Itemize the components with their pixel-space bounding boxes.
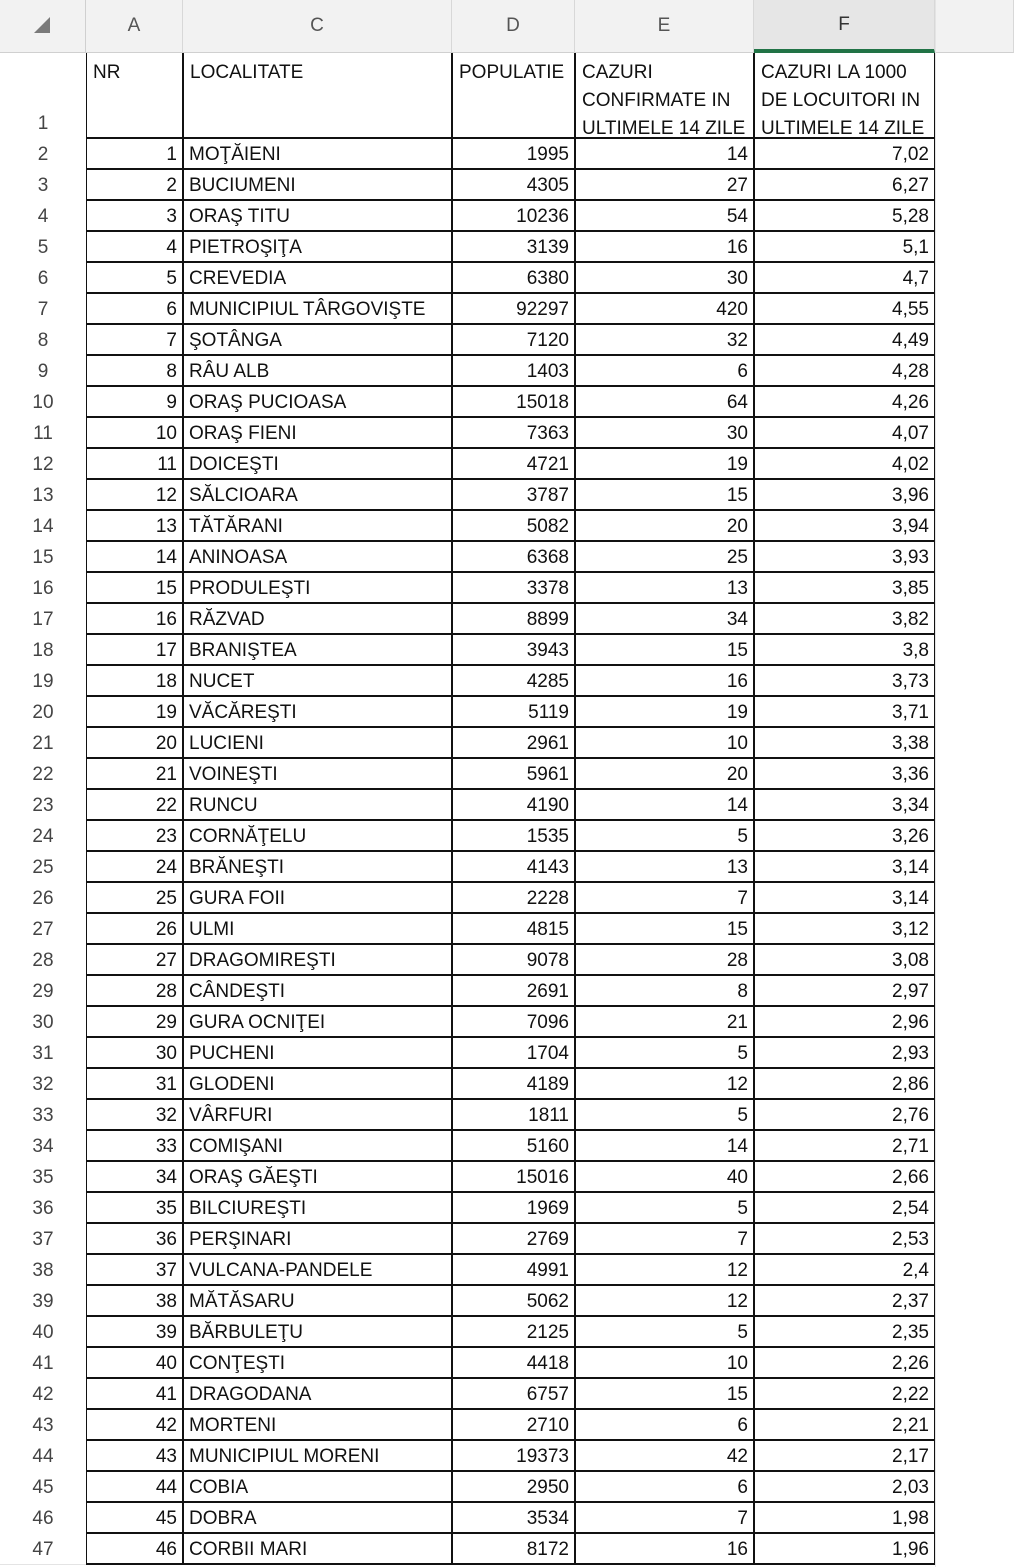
cell-cazuri[interactable]: 14 [726, 144, 748, 165]
cell-rata[interactable]: 2,66 [892, 1167, 929, 1188]
cell-populatie[interactable]: 6757 [526, 1384, 569, 1405]
row-header[interactable]: 27 [0, 913, 86, 944]
cell-rata[interactable]: 2,21 [892, 1415, 929, 1436]
cell-localitate[interactable]: ORAŞ PUCIOASA [189, 392, 347, 413]
row-header[interactable]: 28 [0, 944, 86, 975]
row-header[interactable]: 31 [0, 1037, 86, 1068]
cell-nr[interactable]: 18 [155, 671, 177, 692]
row-header[interactable]: 35 [0, 1161, 86, 1192]
cell-populatie[interactable]: 2710 [526, 1415, 569, 1436]
row-header[interactable]: 26 [0, 882, 86, 913]
cell-localitate[interactable]: GURA OCNIŢEI [189, 1012, 326, 1033]
cell-nr[interactable]: 33 [155, 1136, 177, 1157]
cell-nr[interactable]: 2 [166, 175, 177, 196]
row-header[interactable]: 38 [0, 1254, 86, 1285]
cell-nr[interactable]: 7 [166, 330, 177, 351]
cell-localitate[interactable]: ORAŞ GĂEŞTI [189, 1167, 318, 1188]
cell-populatie[interactable]: 2961 [526, 733, 569, 754]
cell-nr[interactable]: 25 [155, 888, 177, 909]
cell-nr[interactable]: 1 [166, 144, 177, 165]
cell-cazuri[interactable]: 34 [726, 609, 748, 630]
cell-cazuri[interactable]: 6 [737, 361, 748, 382]
cell-nr[interactable]: 3 [166, 206, 177, 227]
cell-cazuri[interactable]: 25 [726, 547, 748, 568]
cell-localitate[interactable]: COBIA [189, 1477, 249, 1498]
cell-localitate[interactable]: PERŞINARI [189, 1229, 292, 1250]
cell-cazuri[interactable]: 28 [726, 950, 748, 971]
cell-localitate[interactable]: ORAŞ TITU [189, 206, 290, 227]
cell-localitate[interactable]: RĂZVAD [189, 609, 265, 630]
cell-nr[interactable]: 16 [155, 609, 177, 630]
cell-localitate[interactable]: VÂRFURI [189, 1105, 273, 1126]
cell-rata[interactable]: 4,28 [892, 361, 929, 382]
cell-cazuri[interactable]: 27 [726, 175, 748, 196]
cell-rata[interactable]: 4,26 [892, 392, 929, 413]
cell-cazuri[interactable]: 64 [726, 392, 748, 413]
cell-populatie[interactable]: 5082 [526, 516, 569, 537]
cell-populatie[interactable]: 2228 [526, 888, 569, 909]
row-header-divider [0, 1564, 86, 1565]
cell-rata[interactable]: 3,14 [892, 888, 929, 909]
cell-localitate[interactable]: PUCHENI [189, 1043, 275, 1064]
cell-rata[interactable]: 1,98 [892, 1508, 929, 1529]
cell-rata[interactable]: 2,76 [892, 1105, 929, 1126]
cell-localitate[interactable]: PRODULEŞTI [189, 578, 311, 599]
cell-populatie[interactable]: 1535 [526, 826, 569, 847]
cell-nr[interactable]: 13 [155, 516, 177, 537]
cell-cazuri[interactable]: 12 [726, 1291, 748, 1312]
cell-localitate[interactable]: ANINOASA [189, 547, 288, 568]
cell-rata[interactable]: 4,55 [892, 299, 929, 320]
row-header[interactable]: 18 [0, 634, 86, 665]
cell-nr[interactable]: 19 [155, 702, 177, 723]
cell-nr[interactable]: 22 [155, 795, 177, 816]
cell-populatie[interactable]: 3534 [526, 1508, 569, 1529]
cell-populatie[interactable]: 5062 [526, 1291, 569, 1312]
cell-cazuri[interactable]: 12 [726, 1074, 748, 1095]
row-header[interactable]: 41 [0, 1347, 86, 1378]
cell-localitate[interactable]: COMIŞANI [189, 1136, 283, 1157]
cell-nr[interactable]: 11 [157, 454, 177, 475]
cell-localitate[interactable]: ORAŞ FIENI [189, 423, 297, 444]
cell-localitate[interactable]: MORTENI [189, 1415, 277, 1436]
cell-nr[interactable]: 41 [155, 1384, 177, 1405]
row-header[interactable]: 30 [0, 1006, 86, 1037]
header-cell-cazuri[interactable]: CAZURI CONFIRMATE IN ULTIMELE 14 ZILE [582, 62, 746, 138]
cell-localitate[interactable]: MĂTĂSARU [189, 1291, 295, 1312]
cell-populatie[interactable]: 7363 [526, 423, 569, 444]
cell-rata[interactable]: 3,12 [892, 919, 929, 940]
cell-nr[interactable]: 14 [155, 547, 177, 568]
cell-localitate[interactable]: GURA FOII [189, 888, 286, 909]
cell-rata[interactable]: 3,08 [892, 950, 929, 971]
cell-localitate[interactable]: BRĂNEŞTI [189, 857, 285, 878]
cell-nr[interactable]: 26 [155, 919, 177, 940]
cell-nr[interactable]: 24 [155, 857, 177, 878]
cell-nr[interactable]: 9 [166, 392, 177, 413]
cell-nr[interactable]: 39 [155, 1322, 177, 1343]
cell-cazuri[interactable]: 6 [737, 1477, 748, 1498]
cell-populatie[interactable]: 1995 [526, 144, 569, 165]
cell-localitate[interactable]: SĂLCIOARA [189, 485, 298, 506]
cell-cazuri[interactable]: 32 [726, 330, 748, 351]
cell-nr[interactable]: 36 [155, 1229, 177, 1250]
cell-cazuri[interactable]: 16 [726, 1539, 748, 1560]
cell-localitate[interactable]: VĂCĂREŞTI [189, 702, 297, 723]
header-cell-populatie[interactable]: POPULATIE [459, 62, 565, 83]
row-header[interactable]: 39 [0, 1285, 86, 1316]
cell-cazuri[interactable]: 19 [726, 454, 748, 475]
cell-nr[interactable]: 38 [155, 1291, 177, 1312]
cell-populatie[interactable]: 4991 [526, 1260, 569, 1281]
row-header[interactable]: 2 [0, 138, 86, 169]
cell-cazuri[interactable]: 12 [726, 1260, 748, 1281]
cell-cazuri[interactable]: 20 [726, 764, 748, 785]
cell-populatie[interactable]: 15016 [516, 1167, 569, 1188]
column-header-empty [935, 0, 1014, 53]
cell-localitate[interactable]: BILCIUREŞTI [189, 1198, 307, 1219]
cell-localitate[interactable]: GLODENI [189, 1074, 275, 1095]
cell-populatie[interactable]: 5160 [526, 1136, 569, 1157]
column-header-d[interactable]: D [452, 0, 575, 53]
cell-localitate[interactable]: DRAGODANA [189, 1384, 312, 1405]
row-header[interactable]: 22 [0, 758, 86, 789]
cell-rata[interactable]: 2,53 [892, 1229, 929, 1250]
cell-populatie[interactable]: 1704 [526, 1043, 569, 1064]
cell-nr[interactable]: 17 [155, 640, 177, 661]
cell-nr[interactable]: 37 [155, 1260, 177, 1281]
cell-localitate[interactable]: BĂRBULEŢU [189, 1322, 304, 1343]
cell-nr[interactable]: 21 [155, 764, 177, 785]
cell-populatie[interactable]: 5961 [526, 764, 569, 785]
cell-nr[interactable]: 31 [155, 1074, 177, 1095]
cell-rata[interactable]: 3,94 [892, 516, 929, 537]
cell-rata[interactable]: 3,73 [892, 671, 929, 692]
cell-nr[interactable]: 45 [155, 1508, 177, 1529]
cell-localitate[interactable]: CORNĂŢELU [189, 826, 307, 847]
cell-populatie[interactable]: 15018 [516, 392, 569, 413]
row-header[interactable]: 47 [0, 1533, 86, 1564]
cell-cazuri[interactable]: 5 [737, 1043, 748, 1064]
cell-populatie[interactable]: 2125 [526, 1322, 569, 1343]
row-header[interactable]: 43 [0, 1409, 86, 1440]
cell-nr[interactable]: 42 [155, 1415, 177, 1436]
cell-rata[interactable]: 2,71 [892, 1136, 929, 1157]
cell-rata[interactable]: 4,49 [892, 330, 929, 351]
cell-nr[interactable]: 34 [155, 1167, 177, 1188]
cell-populatie[interactable]: 4285 [526, 671, 569, 692]
cell-nr[interactable]: 15 [155, 578, 177, 599]
cell-rata[interactable]: 1,96 [892, 1539, 929, 1560]
cell-nr[interactable]: 20 [155, 733, 177, 754]
cell-rata[interactable]: 2,86 [892, 1074, 929, 1095]
cell-populatie[interactable]: 3139 [526, 237, 569, 258]
cell-localitate[interactable]: DOBRA [189, 1508, 257, 1529]
cell-localitate[interactable]: BRANIŞTEA [189, 640, 297, 661]
cell-nr[interactable]: 28 [155, 981, 177, 1002]
cell-cazuri[interactable]: 15 [726, 919, 748, 940]
cell-localitate[interactable]: NUCET [189, 671, 255, 692]
cell-nr[interactable]: 40 [155, 1353, 177, 1374]
cell-cazuri[interactable]: 20 [726, 516, 748, 537]
cell-rata[interactable]: 7,02 [892, 144, 929, 165]
row-header[interactable]: 44 [0, 1440, 86, 1471]
row-header[interactable]: 36 [0, 1192, 86, 1223]
cell-localitate[interactable]: CÂNDEŞTI [189, 981, 286, 1002]
cell-populatie[interactable]: 4815 [526, 919, 569, 940]
cell-localitate[interactable]: PIETROŞIŢA [189, 237, 302, 258]
cell-nr[interactable]: 6 [166, 299, 177, 320]
cell-rata[interactable]: 4,02 [892, 454, 929, 475]
cell-cazuri[interactable]: 5 [737, 1105, 748, 1126]
cell-localitate[interactable]: LUCIENI [189, 733, 264, 754]
row-header[interactable]: 24 [0, 820, 86, 851]
cell-populatie[interactable]: 1969 [526, 1198, 569, 1219]
row-header[interactable]: 17 [0, 603, 86, 634]
cell-cazuri[interactable]: 19 [726, 702, 748, 723]
cell-rata[interactable]: 2,37 [892, 1291, 929, 1312]
cell-cazuri[interactable]: 30 [726, 423, 748, 444]
row-header[interactable]: 23 [0, 789, 86, 820]
row-header[interactable]: 9 [0, 355, 86, 386]
cell-nr[interactable]: 29 [155, 1012, 177, 1033]
cell-cazuri[interactable]: 15 [726, 1384, 748, 1405]
cell-rata[interactable]: 3,71 [892, 702, 929, 723]
cell-cazuri[interactable]: 13 [726, 578, 748, 599]
row-header[interactable]: 25 [0, 851, 86, 882]
cell-nr[interactable]: 10 [155, 423, 177, 444]
cell-localitate[interactable]: BUCIUMENI [189, 175, 296, 196]
cell-rata[interactable]: 3,36 [892, 764, 929, 785]
cell-populatie[interactable]: 4418 [526, 1353, 569, 1374]
row-header-1[interactable]: 1 [0, 53, 86, 138]
cell-populatie[interactable]: 3378 [526, 578, 569, 599]
cell-cazuri[interactable]: 42 [726, 1446, 748, 1467]
cell-localitate[interactable]: CORBII MARI [189, 1539, 308, 1560]
cell-rata[interactable]: 2,4 [902, 1260, 929, 1281]
cell-populatie[interactable]: 1811 [528, 1105, 569, 1126]
cell-populatie[interactable]: 4189 [526, 1074, 569, 1095]
row-header[interactable]: 8 [0, 324, 86, 355]
cell-populatie[interactable]: 4143 [526, 857, 569, 878]
cell-localitate[interactable]: DOICEŞTI [189, 454, 279, 475]
cell-rata[interactable]: 3,96 [892, 485, 929, 506]
header-cell-rata[interactable]: CAZURI LA 1000 DE LOCUITORI IN ULTIMELE 14 ZILE [761, 62, 925, 138]
cell-rata[interactable]: 2,22 [892, 1384, 929, 1405]
cell-nr[interactable]: 23 [155, 826, 177, 847]
cell-localitate[interactable]: CREVEDIA [189, 268, 287, 289]
row-header[interactable]: 40 [0, 1316, 86, 1347]
cell-rata[interactable]: 3,38 [892, 733, 929, 754]
cell-rata[interactable]: 5,28 [892, 206, 929, 227]
cell-cazuri[interactable]: 54 [726, 206, 748, 227]
cell-nr[interactable]: 8 [166, 361, 177, 382]
cell-cazuri[interactable]: 8 [737, 981, 748, 1002]
row-header[interactable]: 34 [0, 1130, 86, 1161]
cell-rata[interactable]: 2,54 [892, 1198, 929, 1219]
row-header[interactable]: 10 [0, 386, 86, 417]
cell-populatie[interactable]: 2691 [526, 981, 569, 1002]
row-header[interactable]: 14 [0, 510, 86, 541]
cell-rata[interactable]: 2,97 [892, 981, 929, 1002]
cell-nr[interactable]: 44 [155, 1477, 177, 1498]
cell-populatie[interactable]: 8172 [526, 1539, 569, 1560]
row-header[interactable]: 45 [0, 1471, 86, 1502]
cell-cazuri[interactable]: 16 [726, 237, 748, 258]
cell-cazuri[interactable]: 6 [737, 1415, 748, 1436]
header-cell-localitate[interactable]: LOCALITATE [190, 62, 304, 83]
cell-rata[interactable]: 2,17 [892, 1446, 929, 1467]
row-header[interactable]: 4 [0, 200, 86, 231]
cell-localitate[interactable]: TĂTĂRANI [189, 516, 283, 537]
cell-localitate[interactable]: RUNCU [189, 795, 258, 816]
row-header[interactable]: 20 [0, 696, 86, 727]
cell-rata[interactable]: 3,85 [892, 578, 929, 599]
cell-localitate[interactable]: MUNICIPIUL MORENI [189, 1446, 380, 1467]
cell-localitate[interactable]: RÂU ALB [189, 361, 270, 382]
cell-populatie[interactable]: 4190 [526, 795, 569, 816]
cell-populatie[interactable]: 2950 [526, 1477, 569, 1498]
cell-cazuri[interactable]: 10 [726, 733, 748, 754]
cell-populatie[interactable]: 92297 [516, 299, 569, 320]
cell-rata[interactable]: 3,26 [892, 826, 929, 847]
cell-cazuri[interactable]: 21 [726, 1012, 748, 1033]
cell-cazuri[interactable]: 10 [726, 1353, 748, 1374]
cell-rata[interactable]: 6,27 [892, 175, 929, 196]
cell-localitate[interactable]: DRAGOMIREŞTI [189, 950, 336, 971]
row-header[interactable]: 42 [0, 1378, 86, 1409]
cell-nr[interactable]: 12 [155, 485, 177, 506]
cell-rata[interactable]: 2,96 [892, 1012, 929, 1033]
cell-cazuri[interactable]: 14 [726, 795, 748, 816]
row-header[interactable]: 33 [0, 1099, 86, 1130]
cell-cazuri[interactable]: 7 [737, 1229, 748, 1250]
cell-localitate[interactable]: VOINEŞTI [189, 764, 278, 785]
cell-cazuri[interactable]: 420 [716, 299, 748, 320]
cell-populatie[interactable]: 2769 [526, 1229, 569, 1250]
cell-populatie[interactable]: 3943 [526, 640, 569, 661]
row-header[interactable]: 11 [0, 417, 86, 448]
cell-rata[interactable]: 3,82 [892, 609, 929, 630]
cell-rata[interactable]: 4,7 [902, 268, 929, 289]
cell-populatie[interactable]: 6380 [526, 268, 569, 289]
cell-rata[interactable]: 2,26 [892, 1353, 929, 1374]
cell-localitate[interactable]: VULCANA-PANDELE [189, 1260, 373, 1281]
cell-rata[interactable]: 4,07 [892, 423, 929, 444]
row-header[interactable]: 3 [0, 169, 86, 200]
cell-populatie[interactable]: 4305 [526, 175, 569, 196]
cell-cazuri[interactable]: 40 [726, 1167, 748, 1188]
column-header-f[interactable]: F [754, 0, 935, 53]
row-header[interactable]: 6 [0, 262, 86, 293]
cell-localitate[interactable]: ULMI [189, 919, 235, 940]
row-header[interactable]: 15 [0, 541, 86, 572]
cell-cazuri[interactable]: 5 [737, 1322, 748, 1343]
cell-localitate[interactable]: MOŢĂIENI [189, 144, 281, 165]
cell-cazuri[interactable]: 5 [737, 826, 748, 847]
row-header[interactable]: 13 [0, 479, 86, 510]
cell-populatie[interactable]: 10236 [516, 206, 569, 227]
cell-rata[interactable]: 3,14 [892, 857, 929, 878]
row-header[interactable]: 37 [0, 1223, 86, 1254]
cell-nr[interactable]: 5 [166, 268, 177, 289]
cell-rata[interactable]: 3,34 [892, 795, 929, 816]
row-header[interactable]: 46 [0, 1502, 86, 1533]
row-header[interactable]: 16 [0, 572, 86, 603]
cell-cazuri[interactable]: 13 [726, 857, 748, 878]
cell-populatie[interactable]: 7120 [526, 330, 569, 351]
cell-cazuri[interactable]: 16 [726, 671, 748, 692]
cell-cazuri[interactable]: 5 [737, 1198, 748, 1219]
cell-rata[interactable]: 5,1 [902, 237, 929, 258]
cell-nr[interactable]: 27 [155, 950, 177, 971]
header-cell-nr[interactable]: NR [93, 62, 121, 83]
cell-populatie[interactable]: 7096 [526, 1012, 569, 1033]
cell-rata[interactable]: 3,93 [892, 547, 929, 568]
row-header[interactable]: 5 [0, 231, 86, 262]
cell-cazuri[interactable]: 14 [726, 1136, 748, 1157]
row-header[interactable]: 12 [0, 448, 86, 479]
cell-rata[interactable]: 2,03 [892, 1477, 929, 1498]
column-header-c[interactable]: C [183, 0, 452, 53]
cell-rata[interactable]: 2,35 [892, 1322, 929, 1343]
cell-populatie[interactable]: 8899 [526, 609, 569, 630]
select-all-triangle-icon [32, 15, 52, 35]
cell-nr[interactable]: 35 [155, 1198, 177, 1219]
cell-rata[interactable]: 2,93 [892, 1043, 929, 1064]
row-header[interactable]: 21 [0, 727, 86, 758]
cell-populatie[interactable]: 4721 [526, 454, 569, 475]
row-header[interactable]: 29 [0, 975, 86, 1006]
cell-localitate[interactable]: ŞOTÂNGA [189, 330, 282, 351]
cell-nr[interactable]: 30 [155, 1043, 177, 1064]
cell-populatie[interactable]: 9078 [526, 950, 569, 971]
cell-localitate[interactable]: MUNICIPIUL TÂRGOVIŞTE [189, 299, 426, 320]
cell-nr[interactable]: 43 [155, 1446, 177, 1467]
cell-rata[interactable]: 3,8 [902, 640, 929, 661]
column-header-a[interactable]: A [86, 0, 183, 53]
cell-cazuri[interactable]: 15 [726, 485, 748, 506]
cell-nr[interactable]: 32 [155, 1105, 177, 1126]
cell-cazuri[interactable]: 7 [737, 888, 748, 909]
empty-column-border [935, 0, 936, 1567]
cell-populatie[interactable]: 3787 [526, 485, 569, 506]
cell-populatie[interactable]: 6368 [526, 547, 569, 568]
select-all-button[interactable] [0, 0, 86, 53]
cell-cazuri[interactable]: 15 [726, 640, 748, 661]
cell-cazuri[interactable]: 7 [737, 1508, 748, 1529]
column-header-e[interactable]: E [575, 0, 754, 53]
cell-localitate[interactable]: CONŢEŞTI [189, 1353, 286, 1374]
row-header[interactable]: 7 [0, 293, 86, 324]
cell-nr[interactable]: 46 [155, 1539, 177, 1560]
cell-populatie[interactable]: 1403 [526, 361, 569, 382]
cell-populatie[interactable]: 19373 [516, 1446, 569, 1467]
cell-populatie[interactable]: 5119 [528, 702, 569, 723]
row-header[interactable]: 19 [0, 665, 86, 696]
cell-nr[interactable]: 4 [166, 237, 177, 258]
row-header[interactable]: 32 [0, 1068, 86, 1099]
cell-cazuri[interactable]: 30 [726, 268, 748, 289]
